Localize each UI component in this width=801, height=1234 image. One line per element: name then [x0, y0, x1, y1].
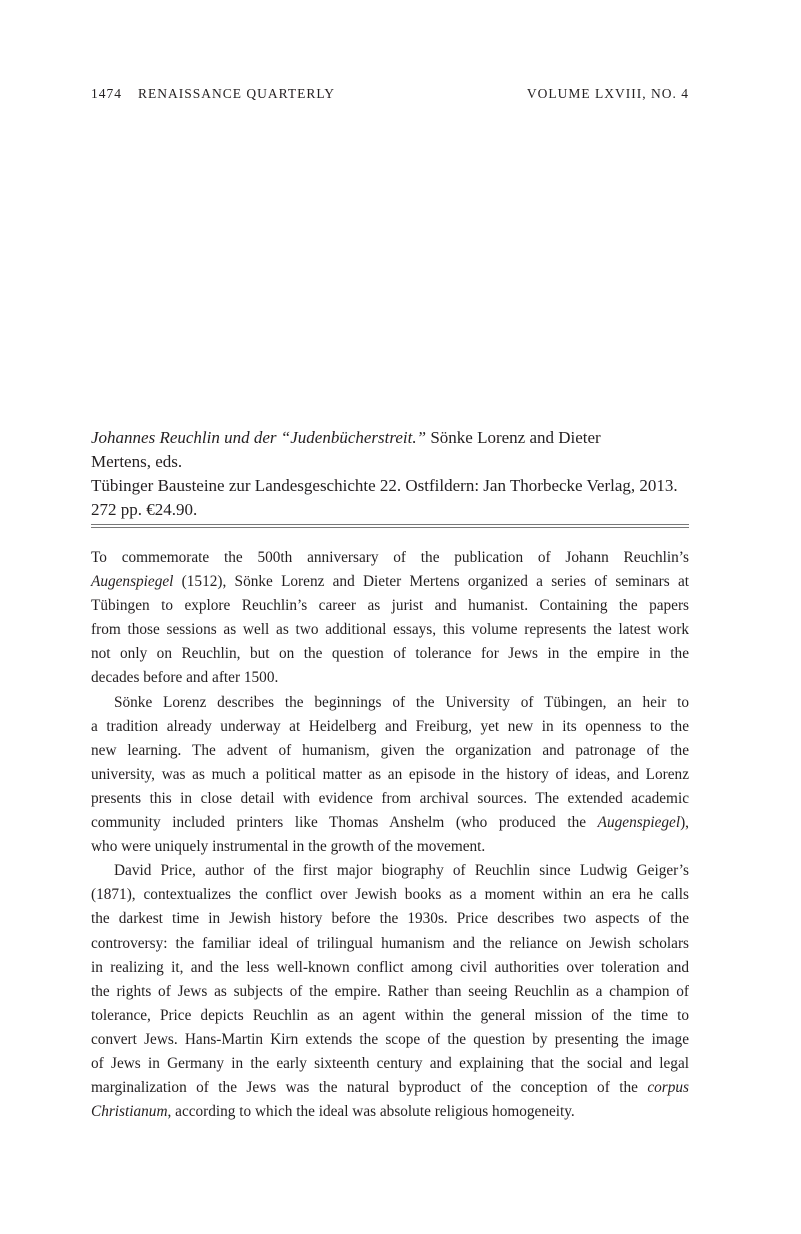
paragraph [91, 546, 689, 691]
text-line [91, 618, 689, 642]
text-line [91, 642, 689, 666]
text-line [91, 980, 689, 1004]
double-rule-divider [91, 524, 689, 528]
volume-info: VOLUME LXVIII, NO. 4 [526, 86, 689, 101]
text-line [91, 594, 689, 618]
text-line [91, 956, 689, 980]
text-line [91, 691, 689, 715]
book-series: Tübinger Bausteine zur Landesgeschichte 22. Ostfildern: Jan Thorbecke Verlag, 2013. [91, 476, 678, 495]
running-head [91, 86, 689, 102]
text: Sönke Lorenz describes the beginnings of the University of Tübingen, an heir to [114, 693, 689, 711]
italic-text: Christianum [91, 1103, 168, 1121]
text-line [91, 1052, 689, 1076]
paragraph [91, 859, 689, 1124]
italic-text: corpus [647, 1079, 689, 1097]
text-line [91, 763, 689, 787]
text-line [91, 715, 689, 739]
text: in realizing it, and the less well-known conflict among civil authorities over toleration and [91, 958, 689, 976]
text: the rights of Jews as subjects of the empire. Rather than seeing Reuchlin as a champion of [91, 982, 689, 1000]
text-line [91, 546, 689, 570]
text: presents this in close detail with evidence from archival sources. The extended academic [91, 789, 689, 807]
text-line [91, 1004, 689, 1028]
text-line [91, 1028, 689, 1052]
text: a tradition already underway at Heidelberg and Freiburg, yet new in its openness to the [91, 717, 689, 735]
text-line [91, 835, 689, 859]
text-line [91, 811, 689, 835]
book-editors-cont: Mertens, eds. [91, 452, 183, 471]
text-line [91, 883, 689, 907]
text: David Price, author of the first major biography of Reuchlin since Ludwig Geiger’s [114, 862, 689, 880]
text-line [91, 666, 689, 690]
book-citation [91, 426, 689, 522]
text: who were uniquely instrumental in the growth of the movement. [91, 838, 486, 856]
text: of Jews in Germany in the early sixteenth century and explaining that the social and legal [91, 1054, 689, 1072]
review-body [91, 546, 689, 1124]
text-line [91, 859, 689, 883]
text-line [91, 907, 689, 931]
text: controversy: the familiar ideal of trilingual humanism and the reliance on Jewish scholars [91, 934, 689, 952]
text-line [91, 1076, 689, 1100]
text-line [91, 739, 689, 763]
running-head-left [91, 86, 335, 102]
text: from those sessions as well as two additional essays, this volume represents the latest work [91, 621, 689, 639]
text-line [91, 932, 689, 956]
text: decades before and after 1500. [91, 669, 279, 687]
text-line [91, 787, 689, 811]
text: new learning. The advent of humanism, given the organization and patronage of the [91, 741, 689, 759]
text: (1512), Sönke Lorenz and Dieter Mertens organized a series of seminars at [173, 573, 689, 591]
journal-title: RENAISSANCE QUARTERLY [138, 86, 335, 101]
italic-text: Augenspiegel [597, 814, 681, 832]
paragraph [91, 691, 689, 860]
text: convert Jews. Hans-Martin Kirn extends the scope of the question by presenting the image [91, 1030, 689, 1048]
text: community included printers like Thomas Anshelm (who produced the [91, 814, 598, 832]
text: (1871), contextualizes the conflict over Jewish books as a moment within an era he calls [91, 886, 689, 904]
text: , according to which the ideal was absolute religious homogeneity. [167, 1103, 575, 1121]
text-line [91, 570, 689, 594]
book-title: Johannes Reuchlin und der “Judenbücherstreit.” [91, 428, 427, 447]
text-line [91, 1100, 689, 1124]
text: To commemorate the 500th anniversary of the publication of Johann Reuchlin’s [91, 549, 689, 566]
book-editors: Sönke Lorenz and Dieter [426, 428, 601, 447]
text: ), [680, 814, 689, 832]
page-number: 1474 [91, 86, 122, 101]
text: tolerance, Price depicts Reuchlin as an agent within the general mission of the time to [91, 1006, 689, 1024]
text: not only on Reuchlin, but on the question of tolerance for Jews in the empire in the [91, 645, 689, 663]
italic-text: Augenspiegel [91, 573, 174, 591]
text: university, was as much a political matter as an episode in the history of ideas, and Lorenz [91, 765, 689, 783]
text: marginalization of the Jews was the natural byproduct of the conception of the [91, 1079, 648, 1097]
book-pages-price: 272 pp. €24.90. [91, 500, 198, 519]
text: the darkest time in Jewish history before the 1930s. Price describes two aspects of the [91, 910, 689, 928]
text: Tübingen to explore Reuchlin’s career as jurist and humanist. Containing the papers [91, 597, 689, 615]
